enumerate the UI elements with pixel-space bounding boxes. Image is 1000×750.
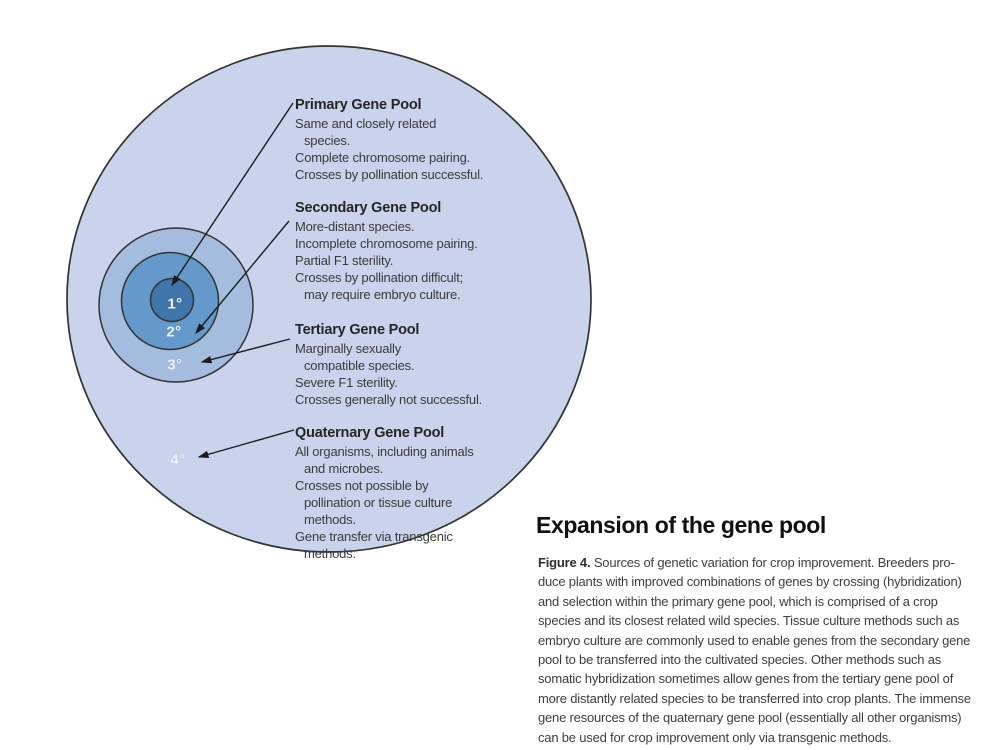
pool-title: Quaternary Gene Pool [295, 425, 445, 441]
secondary-pool-text-block [295, 199, 478, 303]
pool-line: Crosses not possible by [295, 478, 429, 493]
pool-line: Same and closely related [295, 116, 437, 131]
pool-line: compatible species. [304, 358, 415, 373]
caption-text: Sources of genetic variation for crop improvement. Breeders pro- [593, 555, 955, 570]
ring-label-secondary: 2° [166, 323, 182, 341]
figure-caption [538, 553, 971, 747]
pool-line: Crosses by pollination successful. [295, 167, 484, 182]
caption-line: somatic hybridization sometimes allow genes from the tertiary gene pool of [538, 671, 954, 687]
pool-line: Complete chromosome pairing. [295, 150, 471, 165]
pool-line: methods. [304, 546, 356, 561]
pool-line: Crosses generally not successful. [295, 392, 483, 407]
pool-line: and microbes. [304, 461, 384, 476]
pool-line: Severe F1 sterility. [295, 375, 398, 390]
caption-line: duce plants with improved combinations of genes by crossing (hybridization) [538, 574, 962, 590]
section-heading: Expansion of the gene pool [536, 512, 826, 538]
pool-title: Tertiary Gene Pool [295, 322, 420, 338]
ring-label-tertiary: 3° [167, 356, 183, 374]
pool-line: Marginally sexually [295, 341, 402, 356]
caption-line: and selection within the primary gene pool, which is comprised of a crop [538, 593, 938, 609]
figure-number-label: Figure 4. [538, 555, 591, 570]
pool-line: All organisms, including animals [295, 444, 474, 459]
caption-line: more distantly related species to be transferred into crop plants. The immense [538, 690, 971, 706]
quaternary-pool-text-block [295, 424, 474, 562]
pool-line: Partial F1 sterility. [295, 253, 394, 268]
pool-line: Crosses by pollination difficult; [295, 270, 464, 285]
ring-label-quaternary: 4° [170, 451, 186, 469]
caption-line: gene resources of the quaternary gene pool (essentially all other organisms) [538, 710, 962, 726]
pool-title: Primary Gene Pool [295, 97, 422, 113]
caption-line: pool to be transferred into the cultivated species. Other methods such as [538, 652, 942, 668]
pool-line: species. [304, 133, 351, 148]
ring-label-primary: 1° [167, 295, 183, 313]
pool-line: pollination or tissue culture [304, 495, 453, 510]
pool-title: Secondary Gene Pool [295, 200, 442, 216]
pool-line: may require embryo culture. [304, 287, 461, 302]
caption-line [538, 553, 971, 572]
pool-line: Gene transfer via transgenic [295, 529, 453, 544]
pool-line: methods. [304, 512, 356, 527]
caption-line: embryo culture are commonly used to enable genes from the secondary gene [538, 632, 971, 648]
caption-line: species and its closest related wild species. Tissue culture methods such as [538, 613, 960, 629]
pool-line: Incomplete chromosome pairing. [295, 236, 478, 251]
tertiary-pool-text-block [295, 321, 482, 408]
caption-line: can be used for crop improvement only via transgenic methods. [538, 729, 892, 745]
primary-pool-text-block [295, 96, 483, 183]
pool-line: More-distant species. [295, 219, 415, 234]
